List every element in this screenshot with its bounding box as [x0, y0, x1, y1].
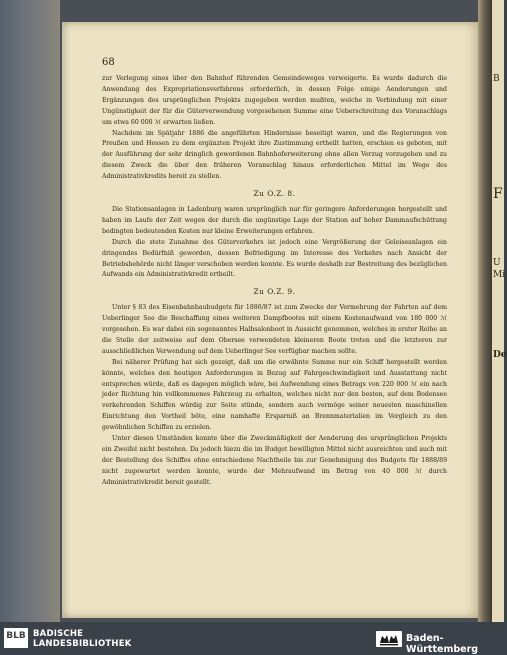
- library-name[interactable]: [33, 629, 132, 649]
- paragraph: Die Stationsanlagen in Ladenburg waren ursprünglich nur für geringere Anforderungen hergestellt und haben im Laufe der Zeit wegen der durch die ungünstige Lage der Station auf hoher Dammaufschüttung bedingten bedeutenden Kosten nur kleine Erweiterungen erfahren.: [102, 205, 447, 235]
- library-name-line2: LANDESBIBLIOTHEK: [33, 639, 132, 649]
- page-number: 68: [102, 57, 115, 68]
- adjacent-fragment: F: [493, 186, 503, 202]
- section-heading: Zu O.Z. 8.: [253, 189, 296, 199]
- section-heading: Zu O.Z. 9.: [253, 287, 296, 297]
- paragraph: zur Verlegung eines über den Bahnhof führenden Gemeindeweges verweigerte. Es wurde dadurch die Anwendung des Expropriationsverfahrens erforderlich, in dessen Folge einige Aenderungen und Ergänzungen des ursprünglichen Projekts zugegeben werden mußten, welche in Verbindung mit einer Ungünstigkeit der für die Güterverwendung vorgesehenen Summe eine Ueberschreitung des Voranschlags um etwa 60 000 ℳ erwarten ließen.: [102, 75, 447, 126]
- page-body-text: [102, 74, 447, 489]
- paragraph: Bei näherer Prüfung hat sich gezeigt, daß um die erwähnte Summe nur ein Schiff hergestellt werden könnte, welches den heutigen Anforderungen in Bezug auf Fahrgeschwindigkeit und Ausstattung nicht entsprechen würde, daß es dagegen möglich wäre, bei Aufwendung eines Betrags von 220 000 ℳ ein nach jeder Richtung hin vollkommenes Fahrzeug zu erhalten, welches nicht nur den besten, auf dem Bodensee verkehrenden Schiffen würdig zur Seite stünde, sondern auch vermöge seiner neuesten maschinellen Einrichtung den Vortheil böte, eine namhafte Ersparniß an Brennmaterialien im Vergleich zu den gewöhnlichen Schiffen zu erzielen.: [102, 358, 447, 432]
- paragraph: Unter diesen Umständen konnte über die Zweckmäßigkeit der Aenderung des ursprünglichen Projekts ein Zweifel nicht bestehen. Da jedoch hiezu die im Budget bewilligten Mittel nicht ausreichten und auch mit der Bestellung des Schiffes ohne entschiedene Nachtheile bis zur Genehmigung des Budgets für 1888/89 nicht zugewartet werden konnte, wurde der Mehraufwand im Betrag von 40 000 ℳ durch Administrativkredit bereit gestellt.: [102, 435, 447, 486]
- blb-logo[interactable]: [4, 628, 28, 648]
- blb-logo-text: BLB: [6, 631, 26, 641]
- paragraph: Durch die stete Zunahme des Güterverkehrs ist jedoch eine Vergrößerung der Geleiseanlagen ein dringendes Bedürfniß geworden, dessen Befriedigung im Interesse des Verkehrs nach Ansicht der Betriebsbehörde nicht länger verschoben werden konnte. Es wurde deshalb zur Bestreitung des bezüglichen Aufwands ein Administrativkredit ertheilt.: [102, 238, 447, 279]
- adjacent-fragment: B: [493, 74, 500, 84]
- paragraph: Nachdem im Spätjahr 1886 die angeführten Hindernisse beseitigt waren, und die Regierungen von Preußen und Hessen zu dem ergänzten Projekt ihre Zustimmung ertheilt hatten, erschien es geboten, mit der Ausführung der sehr dringlich gewordenen Bahnhoferweiterung ohne allen Verzug vorzugehen und zu diesem Zweck die über den früheren Voranschlag hinaus erforderlichen Mittel im Wege des Administrativkredits bereit zu stellen.: [102, 129, 447, 181]
- adjacent-page-edge: [492, 0, 507, 622]
- paragraph: Unter § 83 des Eisenbahnbaubudgets für 1886/87 ist zum Zwecke der Vermehrung der Fahrten auf dem Ueberlinger See die Beschaffung eines weiteren Dampfbootes mit einem Kostenaufwand von 180 000 ℳ vorgesehen. Es war dabei ein sogenanntes Halbsalonboot in Aussicht genommen, welches in erster Reihe an die Stelle der zeitweise auf dem Obersee verwendeten kleineren Boote treten und die letzteren zur ausschließlichen Verwendung auf dem Ueberlinger See verfügbar machen sollte.: [102, 304, 447, 355]
- adjacent-fragment: De: [493, 350, 507, 360]
- library-name-line1: BADISCHE: [33, 629, 84, 639]
- book-cover-edge: [0, 0, 60, 622]
- document-page: [62, 22, 482, 618]
- lions-crest-icon: [376, 630, 402, 648]
- adjacent-fragment: Mi: [493, 270, 506, 280]
- state-name[interactable]: Baden-Württemberg: [406, 633, 479, 655]
- book-gutter: [478, 0, 492, 622]
- adjacent-fragment: U: [493, 258, 501, 268]
